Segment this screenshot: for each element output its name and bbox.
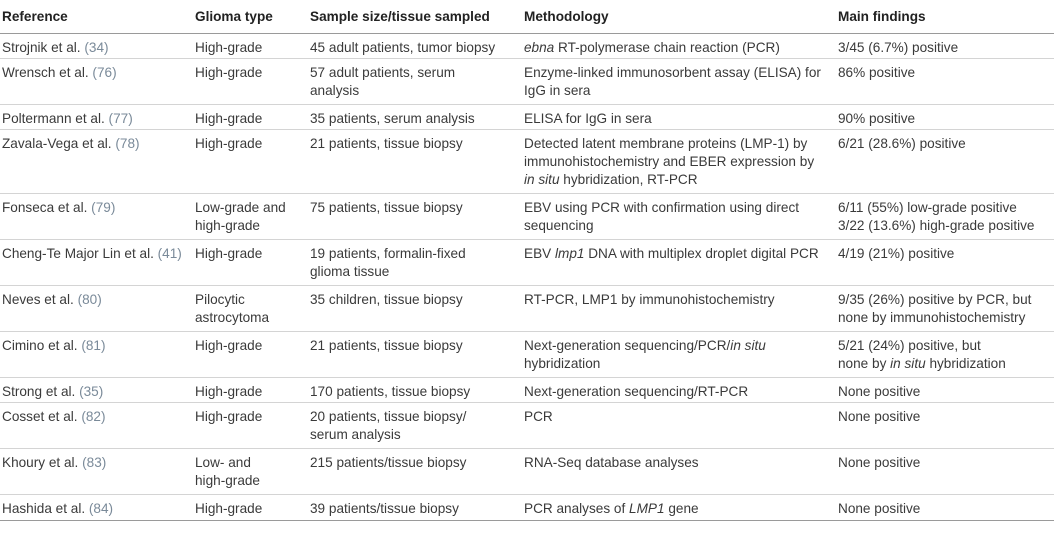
reference-number: (84) <box>88 501 114 516</box>
cell-methodology <box>522 34 836 59</box>
findings-text: 6/21 (28.6%) positive <box>838 136 966 151</box>
methodology-text: lmp1 <box>554 246 585 261</box>
cell-findings <box>836 34 1054 59</box>
reference-number: (34) <box>84 40 109 55</box>
cell-glioma-type <box>193 332 308 378</box>
sample-line: 215 patients/tissue biopsy <box>310 455 467 470</box>
sample-line: 21 patients, tissue biopsy <box>310 136 463 151</box>
glioma-type-line: Low- and <box>195 455 251 470</box>
glioma-type-line: High-grade <box>195 136 263 151</box>
cell-sample <box>308 105 522 130</box>
cell-glioma-type <box>193 34 308 59</box>
methodology-text: ebna <box>524 40 555 55</box>
methodology-text: DNA with multiplex droplet digital PCR <box>584 246 819 261</box>
glioma-type-line: High-grade <box>195 501 263 516</box>
cell-findings <box>836 194 1054 240</box>
reference-author: Wrensch et al. <box>2 65 89 80</box>
reference-number: (82) <box>81 409 106 424</box>
cell-reference <box>0 449 193 495</box>
table-row <box>0 59 1054 105</box>
methodology-text: in situ <box>524 172 560 187</box>
glioma-type-line: high-grade <box>195 218 260 233</box>
cell-glioma-type <box>193 403 308 449</box>
cell-reference <box>0 286 193 332</box>
cell-findings <box>836 403 1054 449</box>
cell-methodology <box>522 194 836 240</box>
cell-findings <box>836 495 1054 521</box>
cell-methodology <box>522 286 836 332</box>
reference-number: (76) <box>92 65 117 80</box>
methodology-text: EBV using PCR with confirmation using direct <box>524 200 800 215</box>
table-row <box>0 240 1054 286</box>
reference-number: (78) <box>115 136 140 151</box>
methodology-text: gene <box>664 501 699 516</box>
cell-findings <box>836 378 1054 403</box>
reference-number: (81) <box>81 338 106 353</box>
header-findings: Main findings <box>836 0 1054 34</box>
cell-reference <box>0 130 193 194</box>
findings-text: 6/11 (55%) low-grade positive <box>838 200 1017 215</box>
methodology-text: in situ <box>730 338 766 353</box>
methodology-text: immunohistochemistry and EBER expression by <box>524 154 815 169</box>
findings-text: 4/19 (21%) positive <box>838 246 955 261</box>
findings-text: 3/22 (13.6%) high-grade positive <box>838 218 1035 233</box>
cell-sample <box>308 449 522 495</box>
header-glioma-type: Glioma type <box>193 0 308 34</box>
sample-line: 45 adult patients, tumor biopsy <box>310 40 496 55</box>
reference-author: Cimino et al. <box>2 338 78 353</box>
table-row <box>0 194 1054 240</box>
cell-methodology <box>522 130 836 194</box>
cell-sample <box>308 130 522 194</box>
glioma-type-line: astrocytoma <box>195 310 270 325</box>
cell-glioma-type <box>193 495 308 521</box>
cell-reference <box>0 495 193 521</box>
sample-line: analysis <box>310 83 360 98</box>
reference-number: (77) <box>108 111 133 126</box>
sample-line: 57 adult patients, serum <box>310 65 456 80</box>
sample-line: 39 patients/tissue biopsy <box>310 501 459 516</box>
methodology-text: IgG in sera <box>524 83 591 98</box>
sample-line: glioma tissue <box>310 264 390 279</box>
findings-text: hybridization <box>925 356 1006 371</box>
glioma-type-line: High-grade <box>195 384 263 399</box>
glioma-type-line: High-grade <box>195 65 263 80</box>
cell-methodology <box>522 495 836 521</box>
sample-line: 35 children, tissue biopsy <box>310 292 463 307</box>
reference-author: Cosset et al. <box>2 409 78 424</box>
cell-reference <box>0 34 193 59</box>
findings-text: 3/45 (6.7%) positive <box>838 40 959 55</box>
cell-sample <box>308 403 522 449</box>
glioma-type-line: high-grade <box>195 473 260 488</box>
cell-sample <box>308 378 522 403</box>
cell-findings <box>836 332 1054 378</box>
findings-text: 9/35 (26%) positive by PCR, but <box>838 292 1032 307</box>
table-row <box>0 403 1054 449</box>
cell-glioma-type <box>193 130 308 194</box>
methodology-text: Next-generation sequencing/RT-PCR <box>524 384 749 399</box>
cell-glioma-type <box>193 286 308 332</box>
cell-reference <box>0 332 193 378</box>
methodology-text: ELISA for IgG in sera <box>524 111 652 126</box>
table-row <box>0 105 1054 130</box>
cell-methodology <box>522 240 836 286</box>
header-reference: Reference <box>0 0 193 34</box>
findings-text: 86% positive <box>838 65 916 80</box>
table-row <box>0 34 1054 59</box>
sample-line: 20 patients, tissue biopsy/ <box>310 409 467 424</box>
glioma-type-line: High-grade <box>195 246 263 261</box>
reference-author: Cheng-Te Major Lin et al. <box>2 246 154 261</box>
glioma-type-line: Pilocytic <box>195 292 245 307</box>
cell-glioma-type <box>193 194 308 240</box>
methodology-text: PCR analyses of <box>524 501 630 516</box>
reference-author: Strojnik et al. <box>2 40 81 55</box>
cell-glioma-type <box>193 240 308 286</box>
cell-sample <box>308 59 522 105</box>
sample-line: 170 patients, tissue biopsy <box>310 384 471 399</box>
glioma-type-line: High-grade <box>195 40 263 55</box>
cell-methodology <box>522 403 836 449</box>
cell-findings <box>836 286 1054 332</box>
findings-text: none by <box>838 356 891 371</box>
cell-glioma-type <box>193 105 308 130</box>
methodology-text: hybridization, RT-PCR <box>559 172 698 187</box>
cell-sample <box>308 332 522 378</box>
findings-text: in situ <box>890 356 926 371</box>
reference-author: Strong et al. <box>2 384 76 399</box>
cell-methodology <box>522 105 836 130</box>
findings-text: none by immunohistochemistry <box>838 310 1026 325</box>
methodology-text: PCR <box>524 409 553 424</box>
methodology-text: RNA-Seq database analyses <box>524 455 699 470</box>
sample-line: serum analysis <box>310 427 401 442</box>
cell-reference <box>0 378 193 403</box>
cell-reference <box>0 240 193 286</box>
reference-number: (35) <box>79 384 104 399</box>
reference-author: Poltermann et al. <box>2 111 105 126</box>
methodology-text: LMP1 <box>629 501 665 516</box>
cell-findings <box>836 59 1054 105</box>
methodology-text: Enzyme-linked immunosorbent assay (ELISA) for <box>524 65 821 80</box>
cell-reference <box>0 59 193 105</box>
reference-author: Neves et al. <box>2 292 74 307</box>
cell-methodology <box>522 332 836 378</box>
findings-text: None positive <box>838 384 921 399</box>
glioma-type-line: High-grade <box>195 409 263 424</box>
cell-glioma-type <box>193 59 308 105</box>
cell-sample <box>308 34 522 59</box>
methodology-text: sequencing <box>524 218 594 233</box>
findings-text: None positive <box>838 455 921 470</box>
findings-text: None positive <box>838 501 921 516</box>
cell-methodology <box>522 449 836 495</box>
reference-author: Hashida et al. <box>2 501 86 516</box>
findings-text: 5/21 (24%) positive, but <box>838 338 981 353</box>
cell-methodology <box>522 378 836 403</box>
cell-findings <box>836 240 1054 286</box>
cell-glioma-type <box>193 378 308 403</box>
table-row <box>0 449 1054 495</box>
sample-line: 21 patients, tissue biopsy <box>310 338 463 353</box>
sample-line: 75 patients, tissue biopsy <box>310 200 463 215</box>
cell-sample <box>308 286 522 332</box>
methodology-text: hybridization <box>524 356 601 371</box>
cell-sample <box>308 194 522 240</box>
methodology-text: RT-PCR, LMP1 by immunohistochemistry <box>524 292 775 307</box>
reference-author: Fonseca et al. <box>2 200 88 215</box>
header-methodology: Methodology <box>522 0 836 34</box>
table-row <box>0 378 1054 403</box>
glioma-type-line: High-grade <box>195 111 263 126</box>
glioma-type-line: High-grade <box>195 338 263 353</box>
table-row <box>0 286 1054 332</box>
cell-reference <box>0 194 193 240</box>
sample-line: 19 patients, formalin-fixed <box>310 246 466 261</box>
findings-text: 90% positive <box>838 111 916 126</box>
reference-author: Khoury et al. <box>2 455 79 470</box>
table-row <box>0 332 1054 378</box>
cell-findings <box>836 130 1054 194</box>
cell-methodology <box>522 59 836 105</box>
table-row <box>0 130 1054 194</box>
header-sample: Sample size/tissue sampled <box>308 0 522 34</box>
cell-sample <box>308 495 522 521</box>
methodology-text: Detected latent membrane proteins (LMP-1) by <box>524 136 808 151</box>
cell-glioma-type <box>193 449 308 495</box>
cell-reference <box>0 403 193 449</box>
cell-sample <box>308 240 522 286</box>
reference-author: Zavala-Vega et al. <box>2 136 112 151</box>
methodology-text: Next-generation sequencing/PCR/ <box>524 338 731 353</box>
reference-number: (41) <box>157 246 182 261</box>
reference-number: (80) <box>77 292 102 307</box>
table-row <box>0 495 1054 521</box>
cell-findings <box>836 449 1054 495</box>
methodology-text: RT-polymerase chain reaction (PCR) <box>554 40 780 55</box>
reference-number: (79) <box>91 200 116 215</box>
cell-findings <box>836 105 1054 130</box>
sample-line: 35 patients, serum analysis <box>310 111 475 126</box>
cell-reference <box>0 105 193 130</box>
reference-number: (83) <box>82 455 107 470</box>
glioma-type-line: Low-grade and <box>195 200 286 215</box>
methodology-text: EBV <box>524 246 555 261</box>
table-body <box>0 34 1054 521</box>
header-row <box>0 0 1054 34</box>
findings-text: None positive <box>838 409 921 424</box>
